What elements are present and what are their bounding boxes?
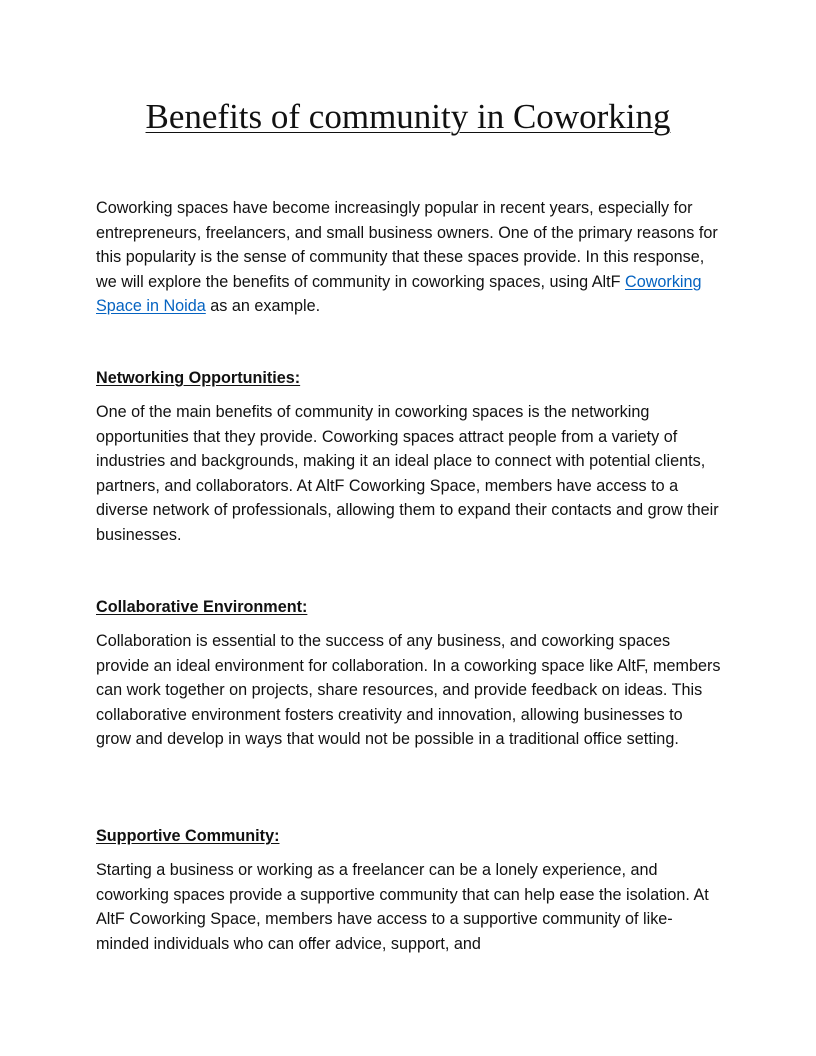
intro-text-after-link: as an example. xyxy=(205,297,321,316)
coworking-space-noida-link[interactable]: Coworking Space in Noida xyxy=(96,272,702,316)
section-body-networking: One of the main benefits of community in coworking spaces is the networking opportunities that they provide. Coworking spaces attract people from a variety of industries and backgrounds, making it an ideal place to connect with potential clients, partners, and collaborators. At AltF Coworking Space, members have access to a diverse network of professionals, allowing them to expand their contacts and grow their businesses. xyxy=(96,403,719,544)
section-body-supportive: Starting a business or working as a freelancer can be a lonely experience, and coworking spaces provide a supportive community that can help ease the isolation. At AltF Coworking Space, members have access to a supportive community of like-minded individuals who can offer advice, support, and xyxy=(96,861,709,953)
section-heading-networking: Networking Opportunities: xyxy=(96,369,301,387)
page-title: Benefits of community in Coworking xyxy=(145,97,671,136)
section-heading-supportive: Supportive Community: xyxy=(96,827,280,845)
section-body-collaborative: Collaboration is essential to the success of any business, and coworking spaces provide an ideal environment for collaboration. In a coworking space like AltF, members can work together on projects, share resources, and provide feedback on ideas. This collaborative environment fosters creativity and innovation, allowing businesses to grow and develop in ways that would not be possible in a traditional office setting. xyxy=(96,632,721,749)
intro-paragraph xyxy=(96,196,722,319)
intro-text-before-link: Coworking spaces have become increasingly popular in recent years, especially for entrepreneurs, freelancers, and small business owners. One of the primary reasons for this popularity is the sense of community that these spaces provide. In this response, we will explore the benefits of community in coworking spaces, using AltF xyxy=(96,199,718,291)
section-heading-collaborative: Collaborative Environment: xyxy=(96,598,308,616)
